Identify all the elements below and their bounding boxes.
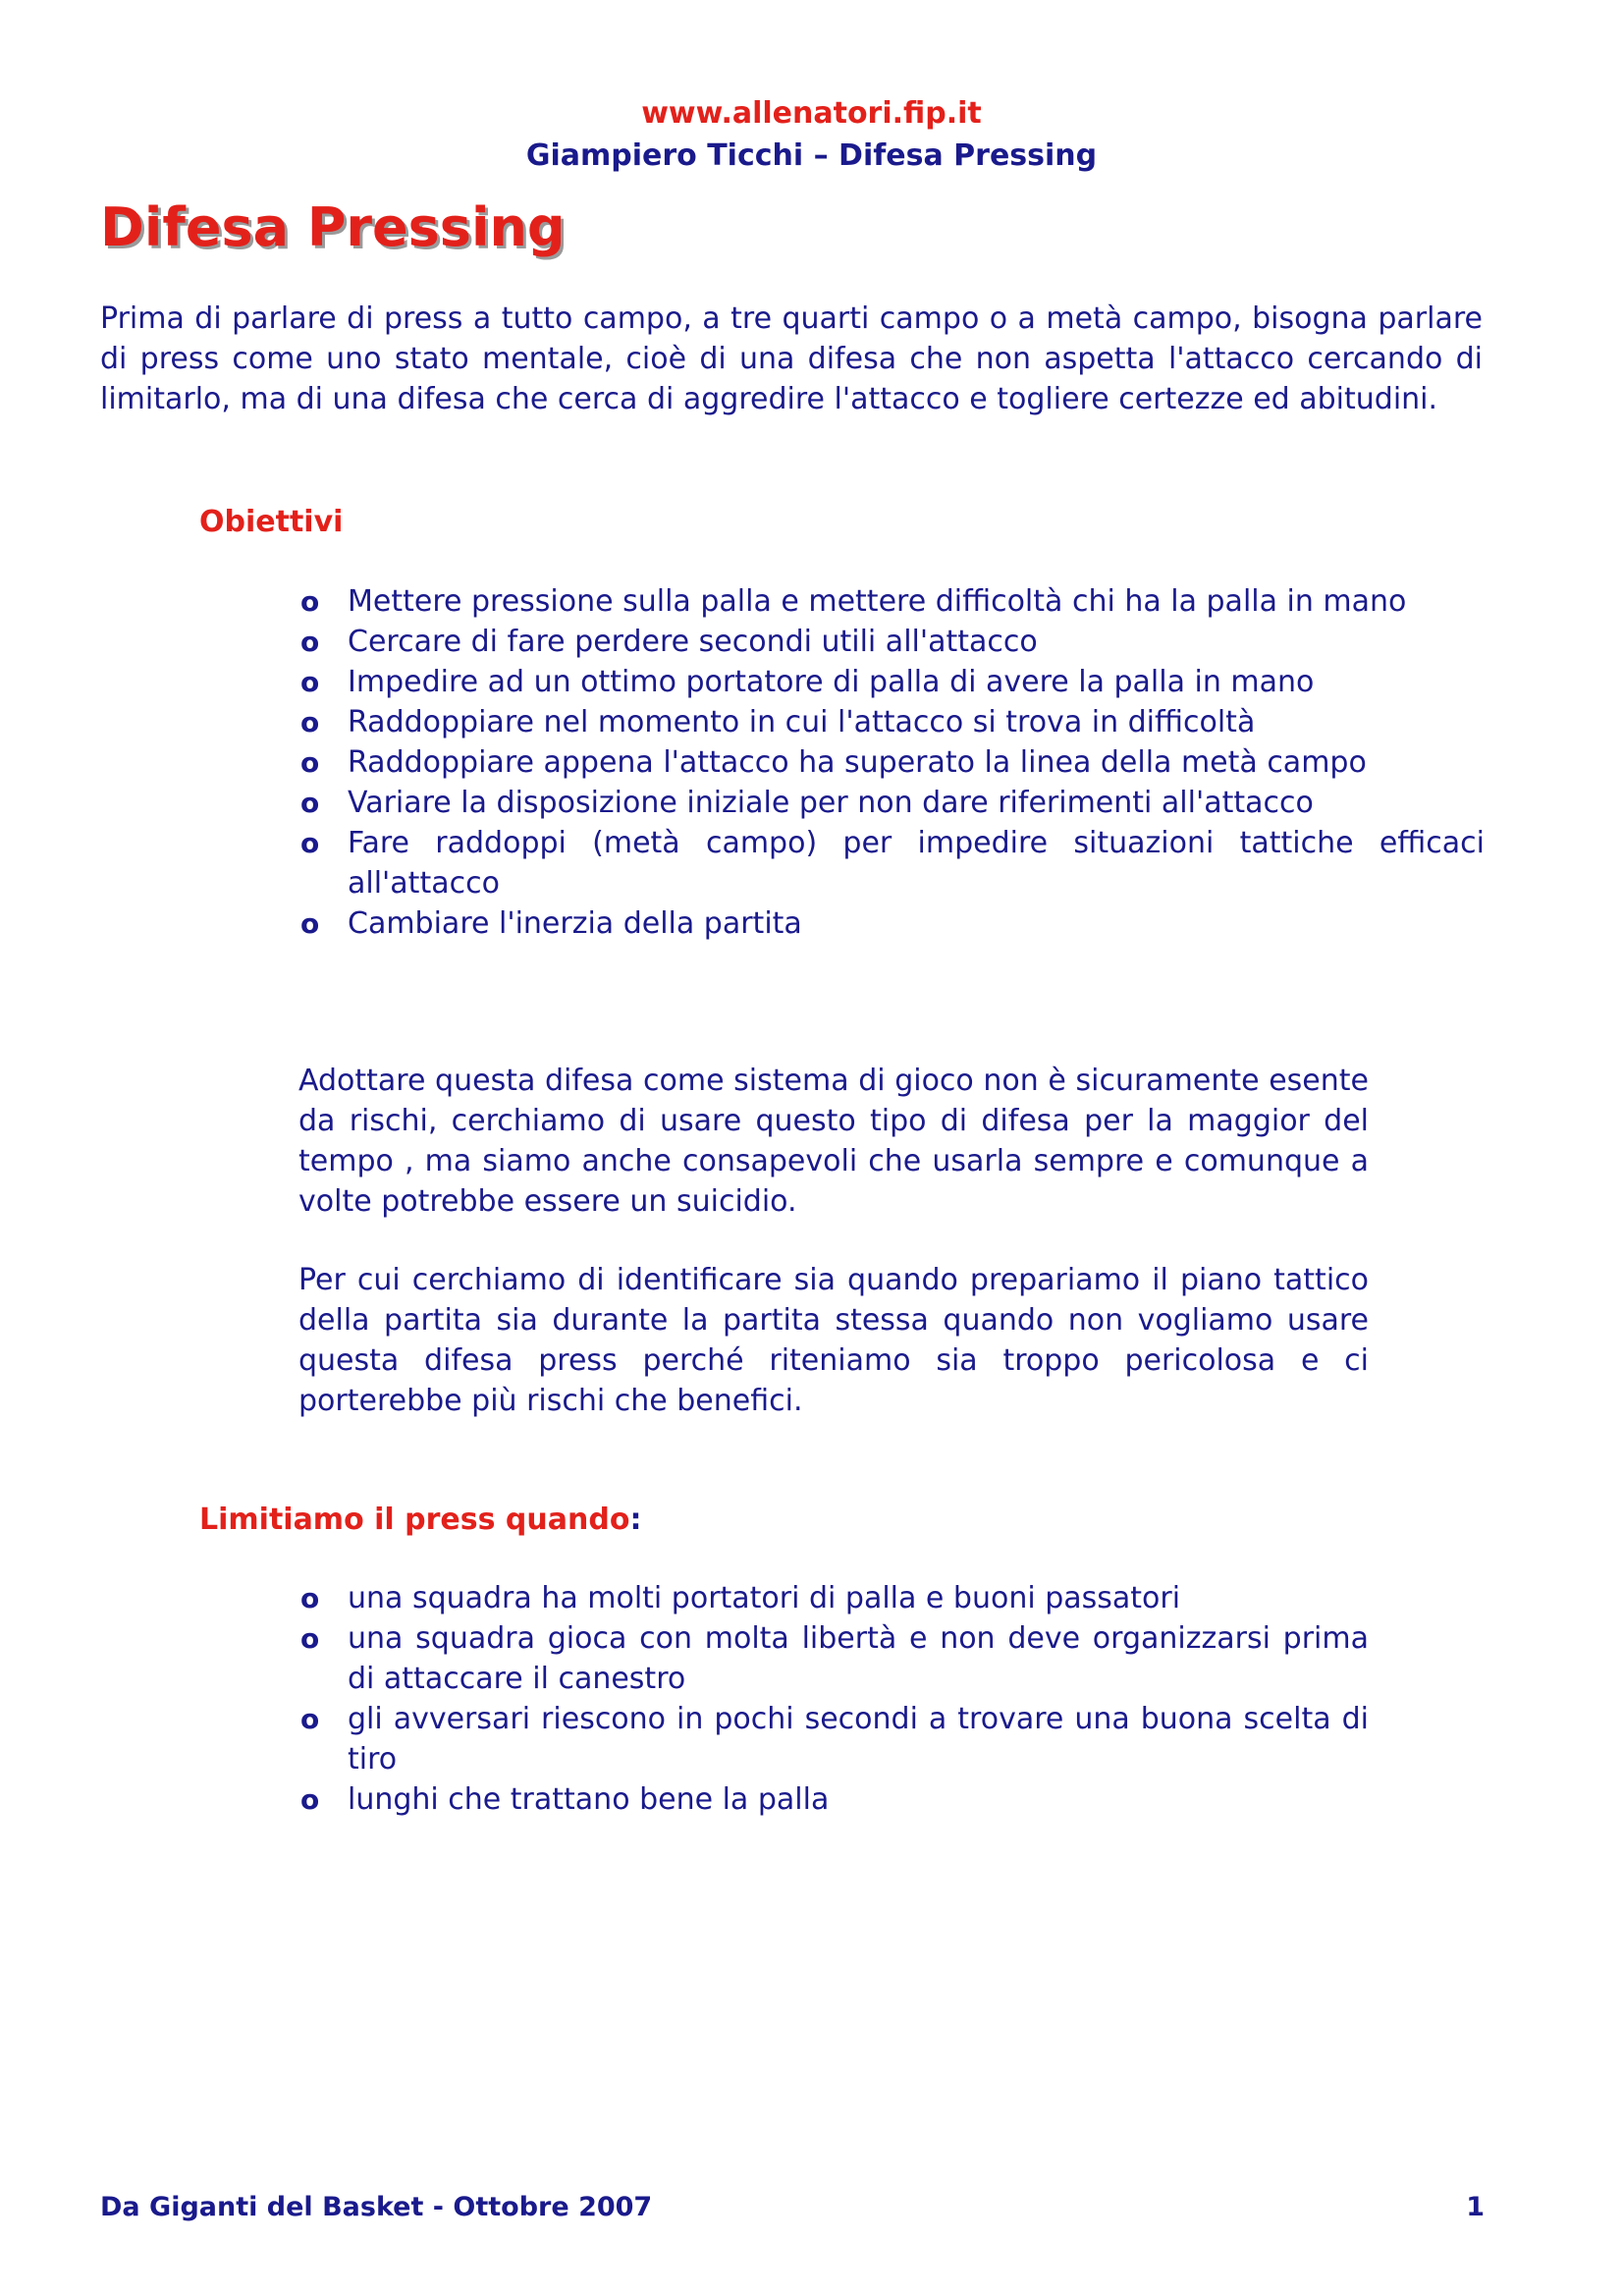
intro-paragraph: Prima di parlare di press a tutto campo, a tre quarti campo o a metà campo, bisogna parlare di press come uno stato mentale, cioè di una difesa che non aspetta l'attacco cercando di limitarlo, ma di una difesa che cerca di aggredire l'attacco e togliere certezze ed abitudini.: [100, 301, 1483, 416]
section-heading-limitiamo: [199, 1503, 641, 1537]
heading-colon: :: [629, 1503, 642, 1537]
page-number: 1: [1466, 2192, 1485, 2222]
list-item-text: Impedire ad un ottimo portatore di palla di avere la palla in mano: [348, 665, 1315, 699]
bullet-icon: o: [300, 787, 320, 819]
list-item-text: una squadra ha molti portatori di palla e buoni passatori: [348, 1581, 1181, 1615]
bullet-icon: o: [300, 1582, 320, 1614]
list-item: [298, 742, 1485, 783]
obiettivi-list: [298, 581, 1485, 944]
list-item: [298, 1618, 1369, 1699]
list-item: [298, 662, 1485, 702]
footer-source: Da Giganti del Basket - Ottobre 2007: [100, 2192, 653, 2222]
list-item: [298, 702, 1485, 742]
list-item-text: Raddoppiare appena l'attacco ha superato la linea della metà campo: [348, 745, 1367, 780]
list-item-text: lunghi che trattano bene la palla: [348, 1782, 830, 1817]
list-item: [298, 1578, 1369, 1618]
site-url: www.allenatori.fip.it: [641, 96, 982, 131]
section-heading-text: Limitiamo il press quando: [199, 1503, 630, 1537]
list-item: [298, 783, 1485, 823]
bullet-icon: o: [300, 626, 320, 658]
identify-paragraph: Per cui cerchiamo di identificare sia quando prepariamo il piano tattico della partita sia durante la partita stessa quando non vogliamo usare questa difesa press perché riteniamo sia troppo pericolosa e ci porterebbe più rischi che benefici.: [298, 1263, 1369, 1418]
limitiamo-list: [298, 1578, 1369, 1820]
list-item-text: Fare raddoppi (metà campo) per impedire situazioni tattiche efficaci all'attacco: [348, 826, 1485, 901]
list-item: [298, 903, 1485, 944]
list-item: [298, 581, 1485, 622]
list-item-text: Raddoppiare nel momento in cui l'attacco si trova in difficoltà: [348, 705, 1256, 739]
list-item: [298, 1699, 1369, 1779]
list-item: [298, 1779, 1369, 1820]
bullet-icon: o: [300, 585, 320, 618]
bullet-icon: o: [300, 1783, 320, 1816]
bullet-icon: o: [300, 706, 320, 738]
bullet-icon: o: [300, 746, 320, 779]
section-heading-obiettivi: Obiettivi: [199, 505, 344, 539]
document-subtitle: Giampiero Ticchi – Difesa Pressing: [525, 138, 1098, 173]
list-item-text: Mettere pressione sulla palla e mettere difficoltà chi ha la palla in mano: [348, 584, 1407, 619]
list-item-text: gli avversari riescono in pochi secondi a trovare una buona scelta di tiro: [348, 1702, 1369, 1777]
page-title: Difesa Pressing: [100, 196, 566, 258]
risk-paragraph: Adottare questa difesa come sistema di gioco non è sicuramente esente da rischi, cerchiamo di usare questo tipo di difesa per la maggior del tempo , ma siamo anche consapevoli che usarla sempre e comunque a volte potrebbe essere un suicidio.: [298, 1064, 1369, 1219]
bullet-icon: o: [300, 666, 320, 698]
list-item: [298, 823, 1485, 903]
bullet-icon: o: [300, 827, 320, 859]
list-item-text: Variare la disposizione iniziale per non dare riferimenti all'attacco: [348, 786, 1314, 820]
bullet-icon: o: [300, 1622, 320, 1655]
list-item-text: Cercare di fare perdere secondi utili all'attacco: [348, 625, 1038, 659]
bullet-icon: o: [300, 907, 320, 940]
bullet-icon: o: [300, 1703, 320, 1735]
list-item-text: una squadra gioca con molta libertà e non deve organizzarsi prima di attaccare il canestro: [348, 1621, 1369, 1696]
list-item-text: Cambiare l'inerzia della partita: [348, 906, 802, 941]
list-item: [298, 622, 1485, 662]
